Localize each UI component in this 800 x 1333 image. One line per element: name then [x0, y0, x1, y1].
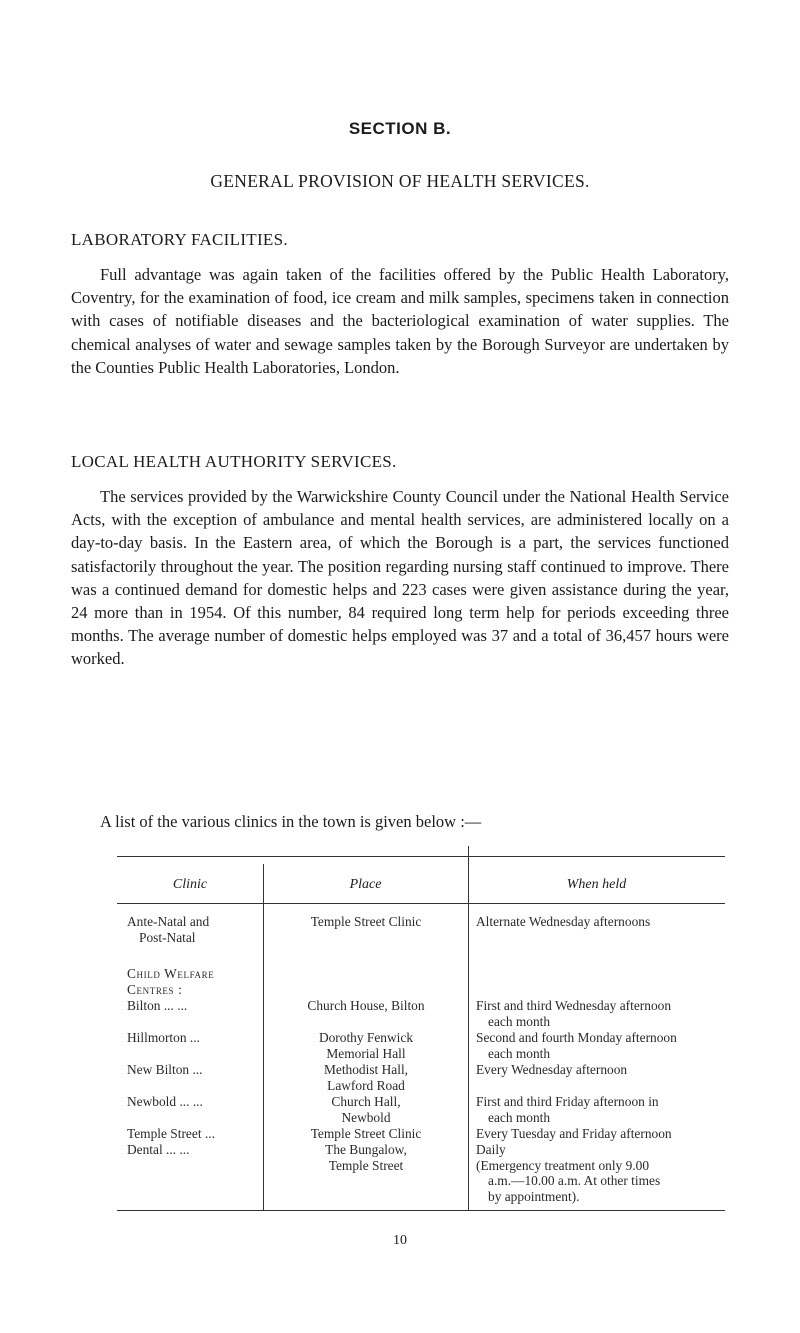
header-clinic: Clinic	[172, 877, 208, 892]
place-line: Newbold	[341, 1109, 391, 1125]
when-line: each month	[488, 1109, 551, 1125]
laboratory-heading: LABORATORY FACILITIES.	[71, 230, 288, 249]
table-top-rule	[117, 856, 725, 857]
page-number: 10	[393, 1233, 407, 1248]
place-cell	[271, 1126, 461, 1142]
clinic-cell: Post-Natal	[139, 929, 196, 945]
table-row	[127, 914, 209, 945]
table-col-divider-2	[468, 846, 469, 1210]
clinic-cell: Ante-Natal and	[127, 914, 210, 929]
place-line: Temple Street Clinic	[310, 914, 422, 929]
clinic-cell: Child Welfare	[127, 966, 215, 981]
when-line: each month	[488, 1013, 551, 1029]
clinics-intro: A list of the various clinics in the town is given below :—	[100, 812, 482, 831]
when-cell	[476, 1094, 659, 1125]
when-line: First and third Wednesday afternoon	[476, 998, 672, 1013]
clinic-cell: Newbold ... ...	[127, 1094, 203, 1109]
when-cell	[476, 998, 671, 1029]
place-line: Lawford Road	[327, 1077, 405, 1093]
when-line: Alternate Wednesday afternoons	[476, 914, 651, 929]
section-title: SECTION B.	[348, 119, 452, 138]
when-line: each month	[488, 1045, 551, 1061]
place-line: Temple Street	[328, 1157, 404, 1173]
when-line: Every Tuesday and Friday afternoon	[476, 1126, 672, 1141]
clinic-cell: Hillmorton ...	[127, 1030, 200, 1045]
table-header-rule	[117, 903, 725, 904]
place-cell	[271, 1142, 461, 1173]
place-cell	[271, 914, 461, 930]
place-cell	[271, 1094, 461, 1125]
clinic-cell: New Bilton ...	[127, 1062, 203, 1077]
when-line: Every Wednesday afternoon	[476, 1062, 628, 1077]
clinic-cell: Dental ... ...	[127, 1142, 190, 1157]
place-cell	[271, 1062, 461, 1093]
clinic-cell: Temple Street ...	[127, 1126, 215, 1141]
place-line: Temple Street Clinic	[310, 1126, 422, 1141]
clinic-cell: Bilton ... ...	[127, 998, 188, 1013]
header-when-held: When held	[566, 877, 627, 892]
when-cell	[476, 1126, 672, 1142]
clinic-cell: Centres :	[127, 981, 183, 997]
place-cell	[271, 998, 461, 1014]
place-line: Methodist Hall,	[323, 1062, 409, 1077]
place-line: Dorothy Fenwick	[318, 1030, 414, 1045]
local-health-heading: LOCAL HEALTH AUTHORITY SERVICES.	[71, 452, 397, 471]
header-place: Place	[349, 877, 382, 892]
when-cell	[476, 1030, 677, 1061]
when-cell	[476, 914, 650, 930]
place-line: The Bungalow,	[325, 1142, 407, 1157]
local-health-paragraph-text: The services provided by the Warwickshire County Council under the National Health Service Acts, with the exception of ambulance and mental health services, are administered locally on a day-to-day basis. In the Eastern area, of which the Borough is a part, the services functioned satisfactorily throughout the year. The position regarding nursing staff continued to improve. There was a continued demand for domestic helps and 223 cases were given assistance during the year, 24 more than in 1954. Of this number, 84 required long term help for periods exceeding three months. The average number of domestic helps employed was 37 and a total of 36,457 hours were worked.	[71, 487, 729, 669]
place-line: Memorial Hall	[326, 1045, 406, 1061]
laboratory-paragraph-text: Full advantage was again taken of the facilities offered by the Public Health Laboratory, Coventry, for the examination of food, ice cream and milk samples, specimens taken in connection with cases of notifiable diseases and the bacteriological examination of water supplies. The chemical analyses of water and sewage samples taken by the Borough Surveyor are undertaken by the Counties Public Health Laboratories, London.	[71, 265, 729, 377]
when-line: Second and fourth Monday afternoon	[476, 1030, 677, 1045]
when-line: a.m.—10.00 a.m. At other times	[488, 1173, 661, 1188]
when-line: Daily	[476, 1142, 506, 1157]
when-line: (Emergency treatment only 9.00	[476, 1157, 650, 1173]
place-line: Church Hall,	[331, 1094, 401, 1109]
when-line: First and third Friday afternoon in	[476, 1094, 659, 1109]
when-cell	[476, 1142, 660, 1204]
table-col-divider-1	[263, 864, 264, 1210]
table-row	[127, 966, 214, 997]
when-line: by appointment).	[488, 1188, 580, 1204]
when-cell	[476, 1062, 627, 1078]
table-bottom-rule	[117, 1210, 725, 1211]
place-line: Church House, Bilton	[307, 998, 425, 1013]
place-cell	[271, 1030, 461, 1061]
main-heading: GENERAL PROVISION OF HEALTH SERVICES.	[210, 171, 590, 191]
